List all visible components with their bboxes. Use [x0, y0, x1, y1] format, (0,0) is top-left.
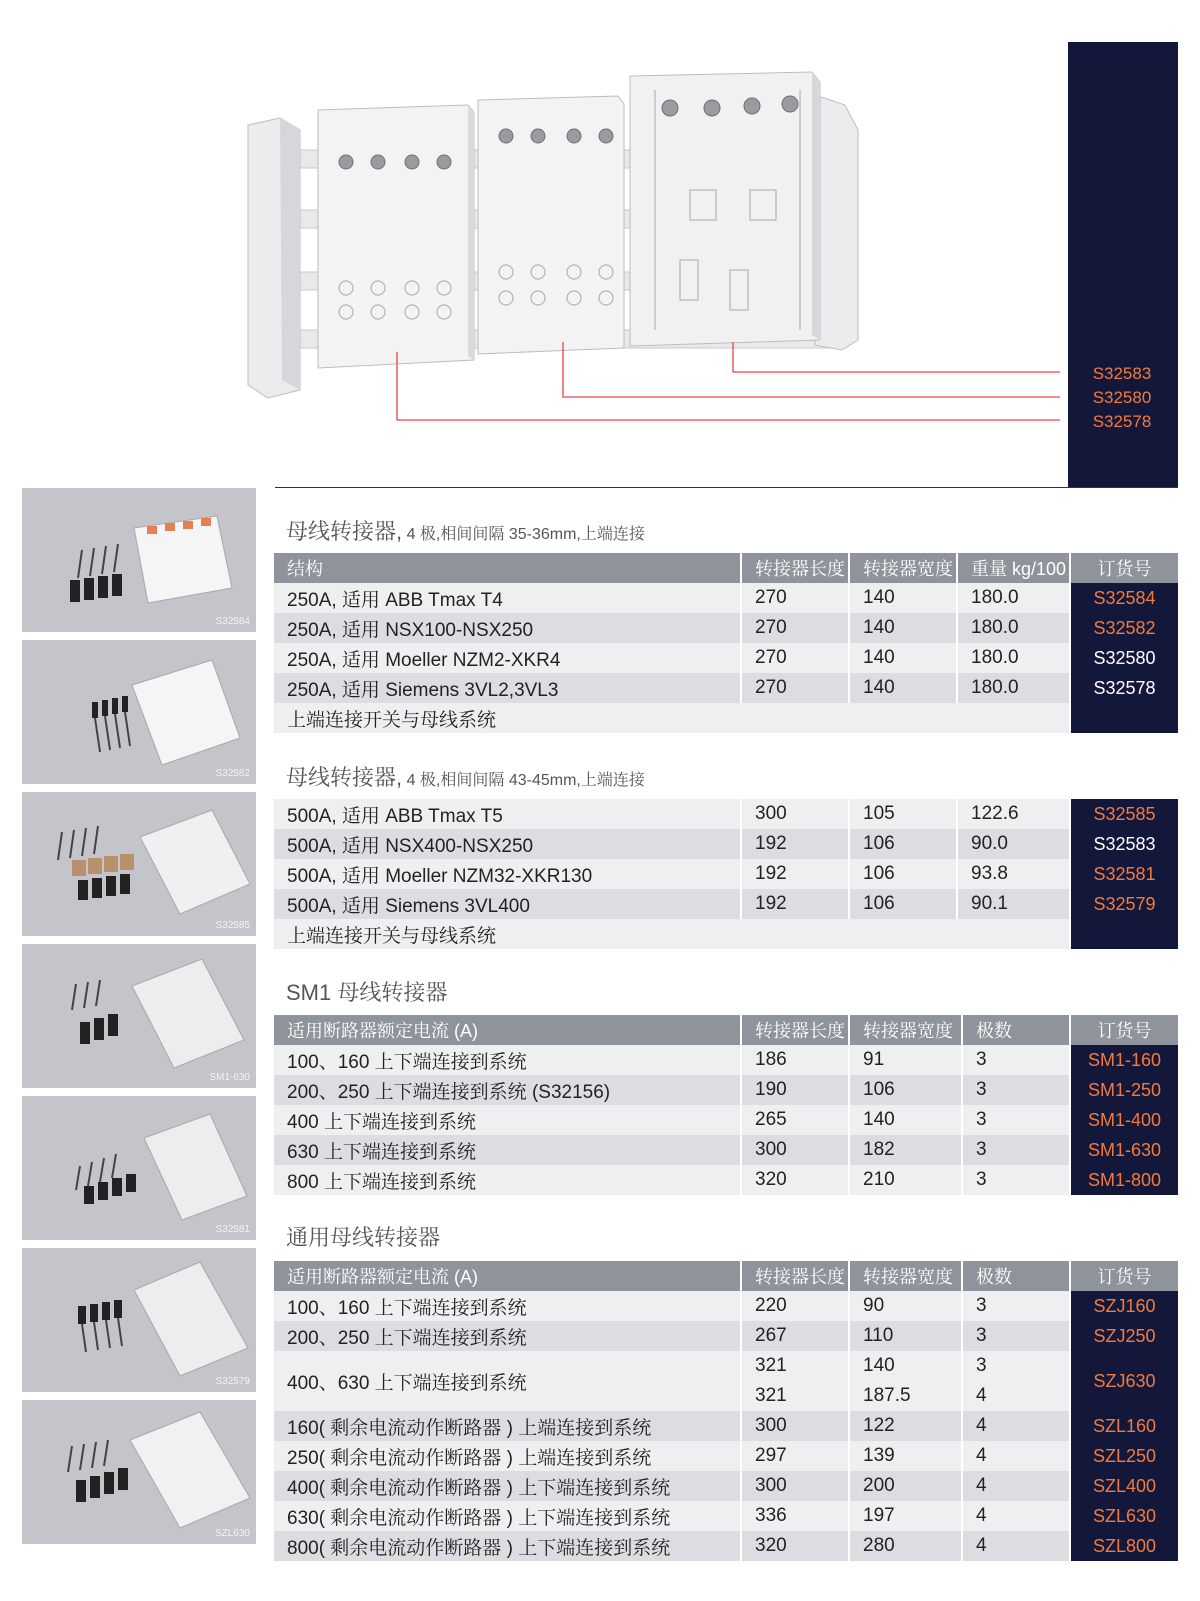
table-row [274, 829, 1178, 859]
cell: 300 [741, 1135, 849, 1165]
cell: 500A, 适用 NSX400-NSX250 [274, 829, 741, 859]
section-title [286, 976, 447, 1007]
order-number: SZJ630 [1070, 1351, 1178, 1411]
spec-table [274, 553, 1178, 733]
order-number: SZL400 [1070, 1471, 1178, 1501]
product-thumbnail [22, 792, 256, 936]
column-header: 适用断路器额定电流 (A) [274, 1015, 741, 1045]
cell: 192 [741, 829, 849, 859]
table-row [274, 1531, 1178, 1561]
cell: 297 [741, 1441, 849, 1471]
section-title-sub: 4 极,相间间隔 35-36mm,上端连接 [406, 526, 645, 543]
cell: 3 [962, 1075, 1070, 1105]
cell: 90 [849, 1291, 962, 1321]
cell: 180.0 [957, 643, 1070, 673]
cell: 500A, 适用 Moeller NZM32-XKR130 [274, 859, 741, 889]
order-cell-empty [1070, 919, 1178, 949]
table-row [274, 1411, 1178, 1441]
table-row [274, 859, 1178, 889]
adapter-product-image [22, 1096, 256, 1240]
order-number: SM1-400 [1070, 1105, 1178, 1135]
section-title [286, 1221, 440, 1252]
table-row [274, 1321, 1178, 1351]
table-row [274, 1105, 1178, 1135]
cell: 106 [849, 859, 957, 889]
cell: 500A, 适用 ABB Tmax T5 [274, 799, 741, 829]
column-header: 订货号 [1070, 1015, 1178, 1045]
cell: 139 [849, 1441, 962, 1471]
cell: 160( 剩余电流动作断路器 ) 上端连接到系统 [274, 1411, 741, 1441]
table-row [274, 1441, 1178, 1471]
column-header: 订货号 [1070, 1261, 1178, 1291]
cell: 267 [741, 1321, 849, 1351]
cell: 182 [849, 1135, 962, 1165]
table-row [274, 613, 1178, 643]
section-title-main: 母线转接器, [286, 519, 403, 544]
thumbnail-label: S32579 [215, 1376, 250, 1387]
cell: 90.1 [957, 889, 1070, 919]
callout-label: S32578 [1092, 412, 1152, 431]
cell: 105 [849, 799, 957, 829]
cell: 106 [849, 889, 957, 919]
footer-note: 上端连接开关与母线系统 [274, 703, 1070, 733]
order-cell-empty [1070, 703, 1178, 733]
cell: 800 上下端连接到系统 [274, 1165, 741, 1195]
cell: 93.8 [957, 859, 1070, 889]
order-number: S32583 [1070, 829, 1178, 859]
order-number: SZL250 [1070, 1441, 1178, 1471]
order-number: S32581 [1070, 859, 1178, 889]
cell: 180.0 [957, 673, 1070, 703]
table-header-row [274, 1261, 1178, 1291]
callout-label: S32580 [1092, 388, 1152, 407]
spec-table [274, 799, 1178, 949]
cell: 270 [741, 583, 849, 613]
cell: 122 [849, 1411, 962, 1441]
cell: 800( 剩余电流动作断路器 ) 上下端连接到系统 [274, 1531, 741, 1561]
cell: 140 [849, 1351, 962, 1381]
cell: 100、160 上下端连接到系统 [274, 1291, 741, 1321]
cell: 4 [962, 1531, 1070, 1561]
cell: 3 [962, 1165, 1070, 1195]
cell: 187.5 [849, 1381, 962, 1411]
order-number: SZL800 [1070, 1531, 1178, 1561]
column-header: 转接器宽度 [849, 553, 957, 583]
cell: 140 [849, 613, 957, 643]
cell: 200、250 上下端连接到系统 [274, 1321, 741, 1351]
table-row [274, 1501, 1178, 1531]
cell: 500A, 适用 Siemens 3VL400 [274, 889, 741, 919]
section-title [286, 515, 645, 546]
order-number: SZJ160 [1070, 1291, 1178, 1321]
cell: 90.0 [957, 829, 1070, 859]
cell: 4 [962, 1471, 1070, 1501]
spec-table [274, 1015, 1178, 1195]
order-number: SM1-250 [1070, 1075, 1178, 1105]
cell: 250A, 适用 NSX100-NSX250 [274, 613, 741, 643]
cell: 300 [741, 799, 849, 829]
footer-note: 上端连接开关与母线系统 [274, 919, 1070, 949]
cell: 200、250 上下端连接到系统 (S32156) [274, 1075, 741, 1105]
product-thumbnail [22, 1248, 256, 1392]
thumbnail-label: S32584 [215, 616, 250, 627]
section-title-main: SM1 母线转接器 [286, 980, 448, 1005]
cell: 400 上下端连接到系统 [274, 1105, 741, 1135]
cell: 250A, 适用 Moeller NZM2-XKR4 [274, 643, 741, 673]
table-row [274, 643, 1178, 673]
cell: 110 [849, 1321, 962, 1351]
cell: 100、160 上下端连接到系统 [274, 1045, 741, 1075]
order-number: S32585 [1070, 799, 1178, 829]
column-header: 结构 [274, 553, 741, 583]
table-row [274, 1291, 1178, 1321]
table-row [274, 1471, 1178, 1501]
cell: 3 [962, 1045, 1070, 1075]
table-row [274, 1075, 1178, 1105]
cell: 122.6 [957, 799, 1070, 829]
cell: 270 [741, 613, 849, 643]
cell: 4 [962, 1381, 1070, 1411]
table-header-row [274, 553, 1178, 583]
product-thumbnail [22, 944, 256, 1088]
column-header: 转接器宽度 [849, 1015, 962, 1045]
column-header: 极数 [962, 1015, 1070, 1045]
cell: 265 [741, 1105, 849, 1135]
order-number: S32578 [1070, 673, 1178, 703]
table-footer-row [274, 703, 1178, 733]
cell: 192 [741, 859, 849, 889]
cell: 180.0 [957, 583, 1070, 613]
cell: 3 [962, 1135, 1070, 1165]
table-row [274, 799, 1178, 829]
thumbnail-label: S32581 [215, 1224, 250, 1235]
cell: 400( 剩余电流动作断路器 ) 上下端连接到系统 [274, 1471, 741, 1501]
order-number: S32582 [1070, 613, 1178, 643]
order-number: SZL630 [1070, 1501, 1178, 1531]
column-header: 转接器长度 [741, 1261, 849, 1291]
cell: 140 [849, 583, 957, 613]
column-header: 转接器长度 [741, 553, 849, 583]
cell: 106 [849, 1075, 962, 1105]
cell: 4 [962, 1411, 1070, 1441]
thumbnail-label: S32582 [215, 768, 250, 779]
hero-section [0, 0, 1200, 490]
table-header-row [274, 1015, 1178, 1045]
adapter-product-image [22, 1248, 256, 1392]
column-header: 转接器长度 [741, 1015, 849, 1045]
product-thumbnail [22, 1400, 256, 1544]
cell: 210 [849, 1165, 962, 1195]
cell: 180.0 [957, 613, 1070, 643]
order-number: SM1-800 [1070, 1165, 1178, 1195]
cell: 140 [849, 1105, 962, 1135]
adapter-product-image [22, 1400, 256, 1544]
section-title-main: 通用母线转接器 [286, 1225, 441, 1250]
order-number: SZL160 [1070, 1411, 1178, 1441]
column-header: 极数 [962, 1261, 1070, 1291]
cell: 91 [849, 1045, 962, 1075]
cell: 197 [849, 1501, 962, 1531]
column-header: 转接器宽度 [849, 1261, 962, 1291]
column-header: 订货号 [1070, 553, 1178, 583]
divider [275, 487, 1178, 488]
table-row [274, 889, 1178, 919]
column-header: 重量 kg/100 [957, 553, 1070, 583]
cell: 106 [849, 829, 957, 859]
cell: 140 [849, 673, 957, 703]
table-row [274, 1045, 1178, 1075]
cell: 270 [741, 673, 849, 703]
cell: 300 [741, 1471, 849, 1501]
table-row [274, 1351, 1178, 1381]
cell: 3 [962, 1291, 1070, 1321]
order-number: S32580 [1070, 643, 1178, 673]
cell: 300 [741, 1411, 849, 1441]
cell: 200 [849, 1471, 962, 1501]
cell: 321 [741, 1381, 849, 1411]
cell: 336 [741, 1501, 849, 1531]
adapter-product-image [22, 488, 256, 632]
cell: 270 [741, 643, 849, 673]
cell: 190 [741, 1075, 849, 1105]
column-header: 适用断路器额定电流 (A) [274, 1261, 741, 1291]
product-thumbnail [22, 640, 256, 784]
cell: 3 [962, 1105, 1070, 1135]
order-number: S32584 [1070, 583, 1178, 613]
cell: 3 [962, 1351, 1070, 1381]
adapter-product-image [22, 792, 256, 936]
cell: 220 [741, 1291, 849, 1321]
adapter-product-image [22, 640, 256, 784]
cell: 250A, 适用 Siemens 3VL2,3VL3 [274, 673, 741, 703]
cell: 140 [849, 643, 957, 673]
thumbnail-label: S32585 [215, 920, 250, 931]
order-number: SZJ250 [1070, 1321, 1178, 1351]
product-thumbnail [22, 1096, 256, 1240]
callout-label: S32583 [1092, 364, 1152, 383]
cell: 630( 剩余电流动作断路器 ) 上下端连接到系统 [274, 1501, 741, 1531]
thumbnail-label: SM1-630 [209, 1072, 250, 1083]
section-title [286, 761, 645, 792]
product-thumbnail [22, 488, 256, 632]
thumbnail-label: SZL630 [214, 1528, 250, 1539]
cell: 192 [741, 889, 849, 919]
cell: 400、630 上下端连接到系统 [274, 1351, 741, 1411]
table-row [274, 1135, 1178, 1165]
table-row [274, 1165, 1178, 1195]
cell: 320 [741, 1165, 849, 1195]
cell: 250( 剩余电流动作断路器 ) 上端连接到系统 [274, 1441, 741, 1471]
order-number: SM1-630 [1070, 1135, 1178, 1165]
table-row [274, 673, 1178, 703]
table-footer-row [274, 919, 1178, 949]
cell: 3 [962, 1321, 1070, 1351]
cell: 630 上下端连接到系统 [274, 1135, 741, 1165]
spec-table [274, 1261, 1178, 1561]
cell: 321 [741, 1351, 849, 1381]
cell: 320 [741, 1531, 849, 1561]
cell: 250A, 适用 ABB Tmax T4 [274, 583, 741, 613]
cell: 186 [741, 1045, 849, 1075]
busbar-adapter-product-illustration [0, 0, 1060, 490]
cell: 280 [849, 1531, 962, 1561]
table-row [274, 583, 1178, 613]
adapter-product-image [22, 944, 256, 1088]
section-title-sub: 4 极,相间间隔 43-45mm,上端连接 [406, 772, 645, 789]
cell: 4 [962, 1441, 1070, 1471]
cell: 4 [962, 1501, 1070, 1531]
order-number: SM1-160 [1070, 1045, 1178, 1075]
section-title-main: 母线转接器, [286, 765, 403, 790]
order-number: S32579 [1070, 889, 1178, 919]
